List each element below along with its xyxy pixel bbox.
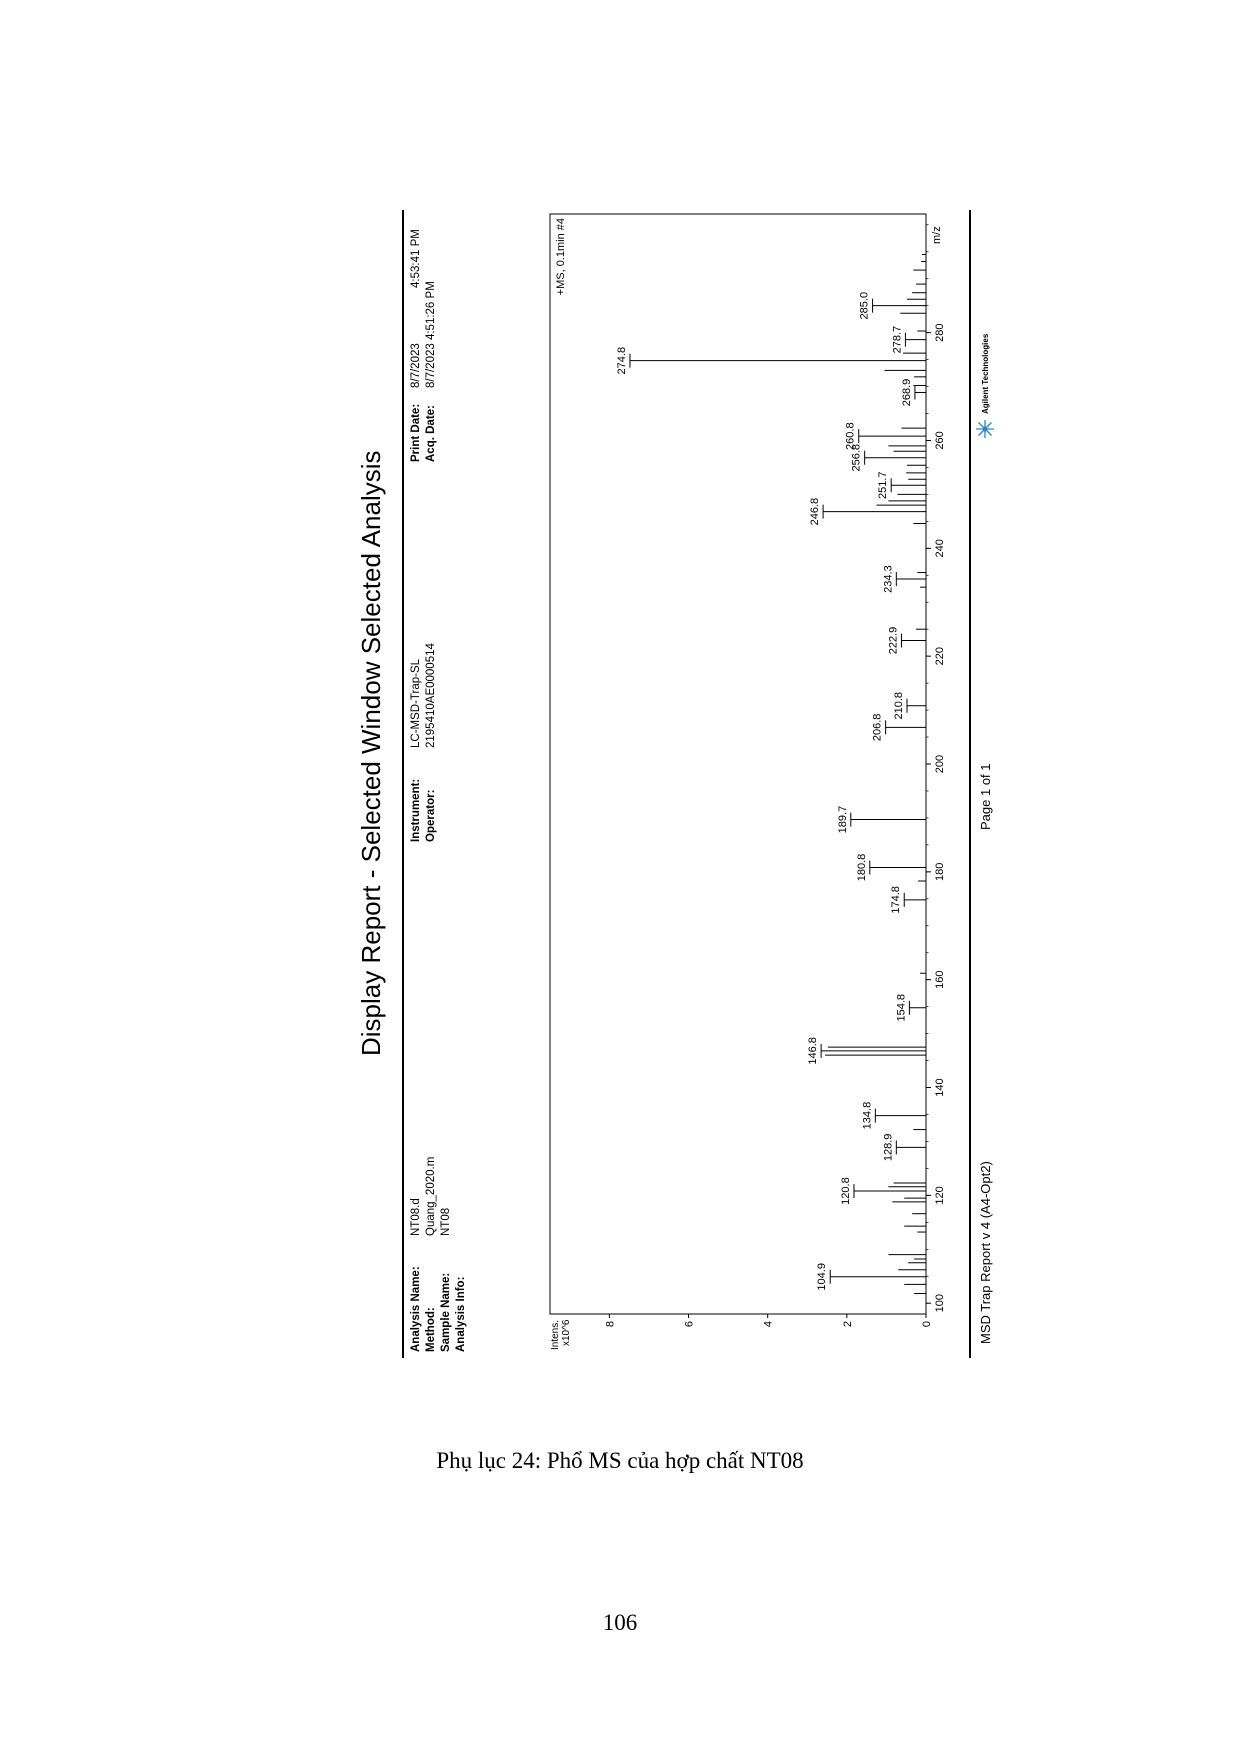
report-frame xyxy=(350,210,1052,1358)
x-tick-label: 140 xyxy=(934,1078,946,1097)
peak-label: 128.9 xyxy=(882,1133,895,1162)
footer-page: Page 1 of 1 xyxy=(978,763,993,830)
peak-label: 234.3 xyxy=(882,565,895,593)
print-date-label: Print Date: xyxy=(410,403,422,462)
print-date-value: 8/7/2023 xyxy=(410,343,422,388)
footer-software: MSD Trap Report v 4 (A4-Opt2) xyxy=(978,1161,993,1344)
method-label: Method: xyxy=(425,1307,437,1352)
figure-caption: Phụ lục 24: Phổ MS của hợp chất NT08 xyxy=(436,1448,804,1473)
y-tick-label: 2 xyxy=(841,1321,854,1328)
peak-label: 246.8 xyxy=(809,497,822,526)
x-tick-label: 280 xyxy=(934,323,946,342)
y-multiplier-label: x10^6 xyxy=(561,1319,572,1346)
analysis-name-label: Analysis Name: xyxy=(410,1266,422,1352)
peak-label: 154.8 xyxy=(895,993,908,1022)
trace-label: +MS, 0.1min #4 xyxy=(555,218,567,296)
x-tick-label: 160 xyxy=(934,970,946,989)
peak-label: 206.8 xyxy=(871,713,884,742)
y-tick-label: 6 xyxy=(683,1321,696,1328)
analysis-info-label: Analysis Info: xyxy=(455,1276,467,1352)
peak-label: 120.8 xyxy=(839,1177,852,1205)
acq-date-label: Acq. Date: xyxy=(425,405,437,462)
peak-label: 251.7 xyxy=(877,471,890,499)
peak-label: 260.8 xyxy=(844,422,857,450)
x-tick-label: 100 xyxy=(934,1294,946,1313)
plot-layer xyxy=(550,214,946,1327)
report-rotated-panel xyxy=(350,210,1052,1358)
report-title: Display Report - Selected Window Selected Analysis xyxy=(356,450,386,1056)
peak-label: 180.8 xyxy=(855,853,868,882)
x-tick-label: 200 xyxy=(934,754,946,774)
acq-date-value: 8/7/2023 4:51:26 PM xyxy=(425,281,437,388)
peak-label: 210.8 xyxy=(893,691,906,720)
analysis-name-value: NT08.d xyxy=(410,1198,422,1236)
page-number: 106 xyxy=(602,1610,638,1635)
x-tick-label: 120 xyxy=(934,1186,946,1205)
instrument-label: Instrument: xyxy=(410,778,422,842)
y-tick-label: 0 xyxy=(921,1321,933,1328)
method-value: Quang_2020.m xyxy=(425,1156,437,1236)
print-time-value: 4:53:41 PM xyxy=(410,229,422,288)
agilent-logo-icon xyxy=(974,418,996,440)
mass-spectrum-chart xyxy=(350,210,950,1358)
sample-name-label: Sample Name: xyxy=(440,1272,452,1352)
peak-label: 134.8 xyxy=(861,1101,874,1130)
peak-label: 274.8 xyxy=(615,346,628,375)
instrument-value: LC-MSD-Trap-SL xyxy=(410,658,422,748)
x-axis-label: m/z xyxy=(931,226,943,244)
y-tick-label: 4 xyxy=(762,1321,775,1328)
operator-value: 2195410AE0000514 xyxy=(425,643,437,748)
operator-label: Operator: xyxy=(425,789,437,842)
x-tick-label: 240 xyxy=(934,539,946,558)
peak-label: 189.7 xyxy=(836,805,849,834)
y-tick-label: 8 xyxy=(604,1321,617,1328)
peak-label: 256.8 xyxy=(850,443,863,472)
peak-label: 278.7 xyxy=(891,325,904,354)
x-tick-label: 180 xyxy=(934,862,946,882)
x-tick-label: 260 xyxy=(934,431,946,450)
agilent-brand-text: Agilent Technologies xyxy=(981,333,990,414)
footer-rule xyxy=(969,210,971,1358)
plot-frame xyxy=(550,214,926,1314)
peak-label: 222.9 xyxy=(887,626,900,655)
y-axis-label: Intens. xyxy=(550,1319,561,1350)
peak-label: 174.8 xyxy=(890,886,903,914)
peak-label: 285.0 xyxy=(858,291,871,320)
peak-label: 268.9 xyxy=(900,378,913,407)
peak-label: 146.8 xyxy=(807,1037,820,1065)
x-tick-label: 220 xyxy=(934,646,946,666)
peak-label: 104.9 xyxy=(816,1263,829,1291)
sample-name-value: NT08 xyxy=(440,1207,452,1236)
